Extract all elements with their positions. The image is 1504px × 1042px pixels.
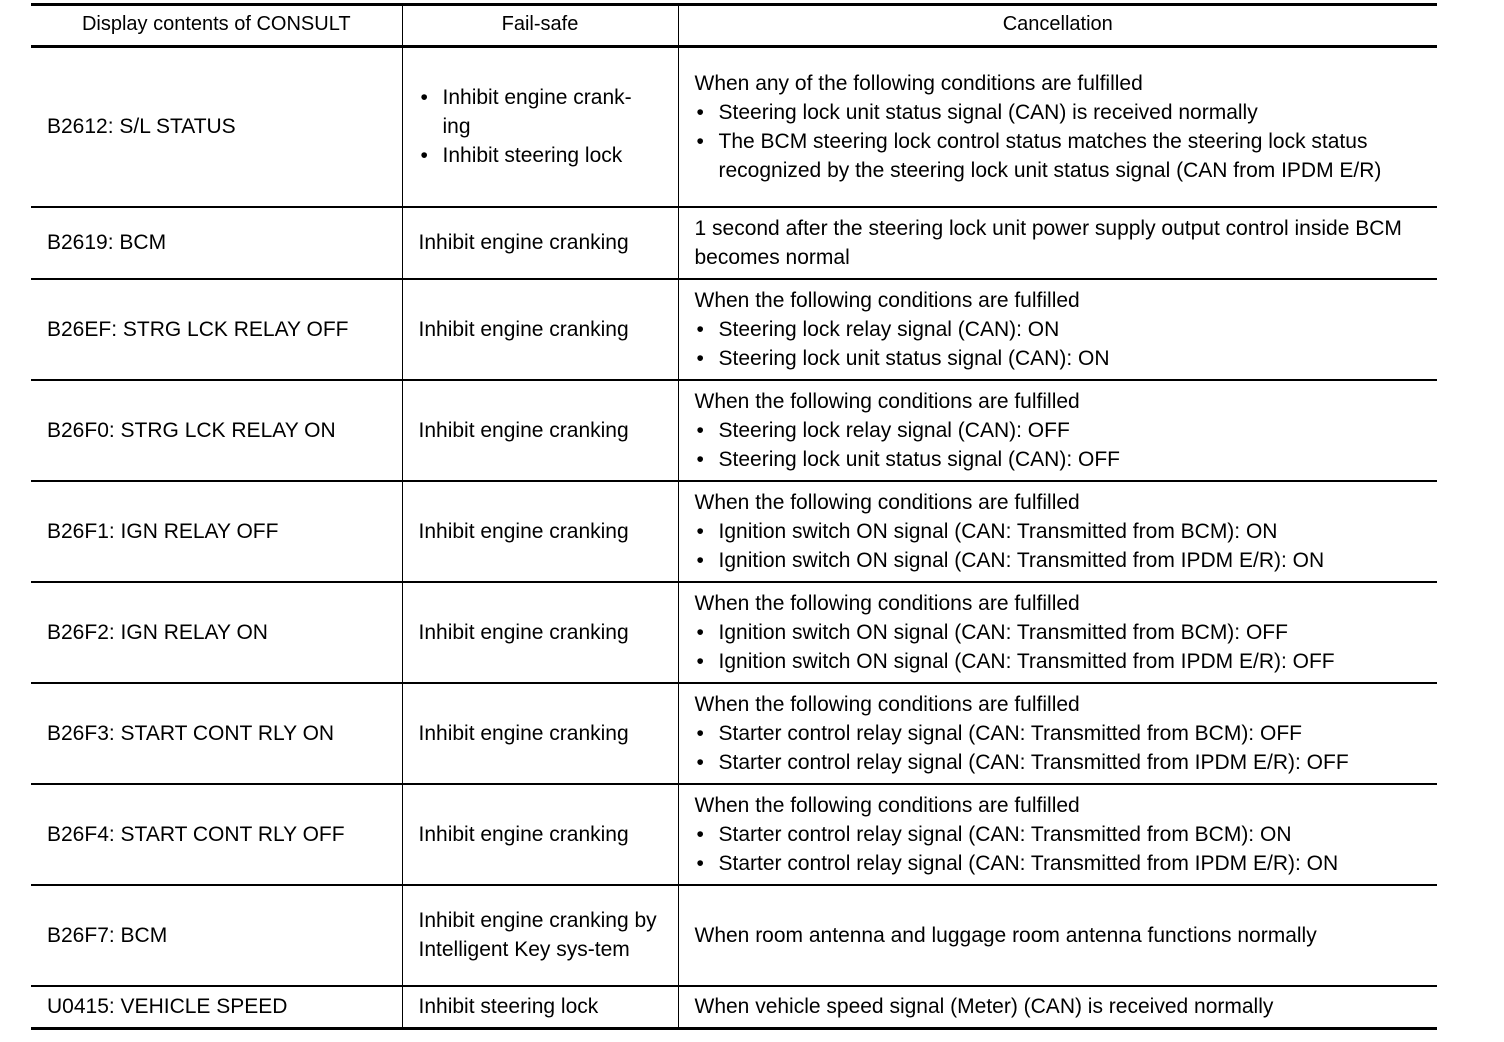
table-row <box>31 885 1437 986</box>
cancellation-item: • Steering lock relay signal (CAN): ON <box>695 315 1428 344</box>
failsafe-list <box>419 83 670 170</box>
cancellation-lead: When the following conditions are fulfilled <box>694 793 1080 817</box>
table-row <box>31 47 1437 207</box>
cancellation-item: • The BCM steering lock control status matches the steering lock status recognized by the steering lock unit status signal (CAN from IPDM E/R) <box>695 127 1428 185</box>
cancellation-item: • Starter control relay signal (CAN: Transmitted from IPDM E/R): ON <box>695 849 1428 878</box>
failsafe-item: • Inhibit steering lock <box>419 141 670 170</box>
header-fail-safe: Fail-safe <box>402 5 678 47</box>
table-row <box>31 582 1437 683</box>
consult-cell: B26EF: STRG LCK RELAY OFF <box>31 279 402 380</box>
cancellation-cell: When room antenna and luggage room antenna functions normally <box>678 885 1437 986</box>
failsafe-cell: Inhibit engine cranking by Intelligent Key sys-tem <box>402 885 678 986</box>
cancellation-list <box>695 820 1428 878</box>
failsafe-cell: Inhibit steering lock <box>402 986 678 1029</box>
table-row <box>31 207 1437 279</box>
dtc-failsafe-table <box>31 3 1437 1030</box>
cancellation-lead: When the following conditions are fulfilled <box>694 389 1080 413</box>
table-row <box>31 481 1437 582</box>
cancellation-item: • Ignition switch ON signal (CAN: Transmitted from IPDM E/R): ON <box>695 546 1428 575</box>
failsafe-cell <box>402 47 678 207</box>
failsafe-cell: Inhibit engine cranking <box>402 279 678 380</box>
cancellation-item: • Starter control relay signal (CAN: Transmitted from IPDM E/R): OFF <box>695 748 1428 777</box>
header-cancellation: Cancellation <box>678 5 1437 47</box>
cancellation-list <box>695 98 1428 185</box>
consult-cell: B26F4: START CONT RLY OFF <box>31 784 402 885</box>
consult-cell: B26F0: STRG LCK RELAY ON <box>31 380 402 481</box>
cancellation-item: • Steering lock unit status signal (CAN) is received normally <box>695 98 1428 127</box>
consult-cell: B2619: BCM <box>31 207 402 279</box>
consult-cell: U0415: VEHICLE SPEED <box>31 986 402 1029</box>
cancellation-item: • Ignition switch ON signal (CAN: Transmitted from IPDM E/R): OFF <box>695 647 1428 676</box>
failsafe-item: • Inhibit engine crank-ing <box>419 83 653 141</box>
cancellation-cell <box>678 380 1437 481</box>
consult-cell: B26F1: IGN RELAY OFF <box>31 481 402 582</box>
table-row <box>31 683 1437 784</box>
cancellation-cell <box>678 481 1437 582</box>
table-row <box>31 380 1437 481</box>
cancellation-cell: 1 second after the steering lock unit power supply output control inside BCM becomes normal <box>678 207 1437 279</box>
cancellation-cell: When vehicle speed signal (Meter) (CAN) is received normally <box>678 986 1437 1029</box>
cancellation-lead: When the following conditions are fulfilled <box>694 288 1080 312</box>
cancellation-cell <box>678 784 1437 885</box>
table-header-row <box>31 5 1437 47</box>
consult-cell: B26F3: START CONT RLY ON <box>31 683 402 784</box>
consult-cell: B26F2: IGN RELAY ON <box>31 582 402 683</box>
cancellation-lead: When the following conditions are fulfilled <box>694 591 1080 615</box>
cancellation-item: • Steering lock unit status signal (CAN): ON <box>695 344 1428 373</box>
cancellation-cell <box>678 47 1437 207</box>
failsafe-cell: Inhibit engine cranking <box>402 784 678 885</box>
table-row <box>31 986 1437 1029</box>
failsafe-cell: Inhibit engine cranking <box>402 380 678 481</box>
cancellation-list <box>695 416 1428 474</box>
table-row <box>31 784 1437 885</box>
failsafe-cell: Inhibit engine cranking <box>402 683 678 784</box>
cancellation-list <box>695 315 1428 373</box>
failsafe-cell: Inhibit engine cranking <box>402 582 678 683</box>
cancellation-cell <box>678 683 1437 784</box>
cancellation-list <box>695 517 1428 575</box>
cancellation-list <box>695 618 1428 676</box>
failsafe-cell: Inhibit engine cranking <box>402 481 678 582</box>
cancellation-lead: When the following conditions are fulfilled <box>694 490 1080 514</box>
table-row <box>31 279 1437 380</box>
cancellation-item: • Steering lock unit status signal (CAN): OFF <box>695 445 1428 474</box>
cancellation-item: • Starter control relay signal (CAN: Transmitted from BCM): OFF <box>695 719 1428 748</box>
cancellation-item: • Ignition switch ON signal (CAN: Transmitted from BCM): ON <box>695 517 1428 546</box>
consult-cell: B2612: S/L STATUS <box>31 47 402 207</box>
failsafe-cell: Inhibit engine cranking <box>402 207 678 279</box>
cancellation-item: • Starter control relay signal (CAN: Transmitted from BCM): ON <box>695 820 1428 849</box>
cancellation-item: • Steering lock relay signal (CAN): OFF <box>695 416 1428 445</box>
header-display-contents: Display contents of CONSULT <box>81 13 351 35</box>
cancellation-lead: When the following conditions are fulfilled <box>694 692 1080 716</box>
cancellation-lead: When any of the following conditions are fulfilled <box>694 71 1143 95</box>
cancellation-cell <box>678 279 1437 380</box>
cancellation-list <box>695 719 1428 777</box>
cancellation-item: • Ignition switch ON signal (CAN: Transmitted from BCM): OFF <box>695 618 1428 647</box>
cancellation-cell <box>678 582 1437 683</box>
consult-cell: B26F7: BCM <box>31 885 402 986</box>
